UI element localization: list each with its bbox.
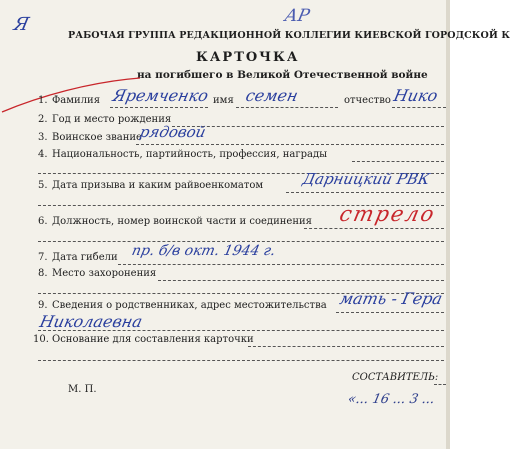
field-2-number: 2. <box>38 114 48 125</box>
card-subtitle: на погибшего в Великой Отечественной войне <box>137 69 428 81</box>
field-surname-label: Фамилия <box>52 95 101 106</box>
field-basis-line-1 <box>248 346 444 347</box>
field-name-line <box>236 107 338 108</box>
field-position-line-2 <box>38 241 444 242</box>
field-nationality-line-1 <box>352 161 444 162</box>
field-rank-line <box>136 144 444 145</box>
field-conscription-label: Дата призыва и каким райвоенкоматом <box>52 180 264 191</box>
field-death-date-label: Дата гибели <box>52 252 118 263</box>
field-patronymic-line <box>392 107 446 108</box>
field-1-number: 1. <box>38 95 48 106</box>
field-relatives-label: Сведения о родственниках, адрес местожительства <box>52 300 327 311</box>
field-burial-line-1 <box>158 280 444 281</box>
compiled-date-value: «... 16 ... 3 ... <box>346 392 437 407</box>
field-9-number: 9. <box>38 300 48 311</box>
seal-place-label: М. П. <box>68 384 97 395</box>
field-basis-line-2 <box>38 360 444 361</box>
corner-handwritten-mark: Я <box>11 14 31 35</box>
field-patronymic-label: отчество <box>344 95 391 106</box>
field-position-label: Должность, номер воинской части и соединения <box>52 216 312 227</box>
field-nationality-label: Национальность, партийность, профессия, награды <box>52 149 328 160</box>
field-conscription-line-1 <box>286 192 444 193</box>
field-relatives-line-2 <box>38 330 444 331</box>
field-name-label: имя <box>213 95 234 106</box>
card-title: КАРТОЧКА <box>196 50 300 65</box>
compiler-line <box>434 384 446 385</box>
field-name-value: семен <box>243 86 300 105</box>
field-relatives-line-1 <box>336 312 444 313</box>
compiler-label: СОСТАВИТЕЛЬ: <box>352 372 439 383</box>
field-burial-label: Место захоронения <box>52 268 157 279</box>
field-10-number: 10. <box>33 334 49 345</box>
field-7-number: 7. <box>38 252 48 263</box>
field-position-value: стрело <box>337 202 439 226</box>
field-birth-line <box>172 126 444 127</box>
field-3-number: 3. <box>38 132 48 143</box>
field-5-number: 5. <box>38 180 48 191</box>
field-position-line-1 <box>304 228 444 229</box>
archive-stamp-mark: АР <box>282 6 312 26</box>
field-patronymic-value: Нико <box>391 86 440 105</box>
field-surname-line <box>110 107 208 108</box>
field-6-number: 6. <box>38 216 48 227</box>
field-relatives-value: мать - Гера <box>337 289 445 308</box>
field-relatives-value-2: Николаевна <box>37 312 145 331</box>
field-8-number: 8. <box>38 268 48 279</box>
field-birth-label: Год и место рождения <box>52 114 172 125</box>
field-4-number: 4. <box>38 149 48 160</box>
field-basis-label: Основание для составления карточки <box>52 334 254 345</box>
field-death-date-line <box>118 264 444 265</box>
field-rank-value: рядовой <box>138 123 208 141</box>
field-death-date-value: пр. б/в окт. 1944 г. <box>130 243 278 259</box>
field-conscription-value: Дарницкий РВК <box>301 170 432 188</box>
organization-header: РАБОЧАЯ ГРУППА РЕДАКЦИОННОЙ КОЛЛЕГИИ КИЕВСКОЙ ГОРОДСКОЙ К <box>68 30 510 41</box>
field-surname-value: Яремченко <box>110 86 211 105</box>
field-rank-label: Воинское звание <box>52 132 142 143</box>
